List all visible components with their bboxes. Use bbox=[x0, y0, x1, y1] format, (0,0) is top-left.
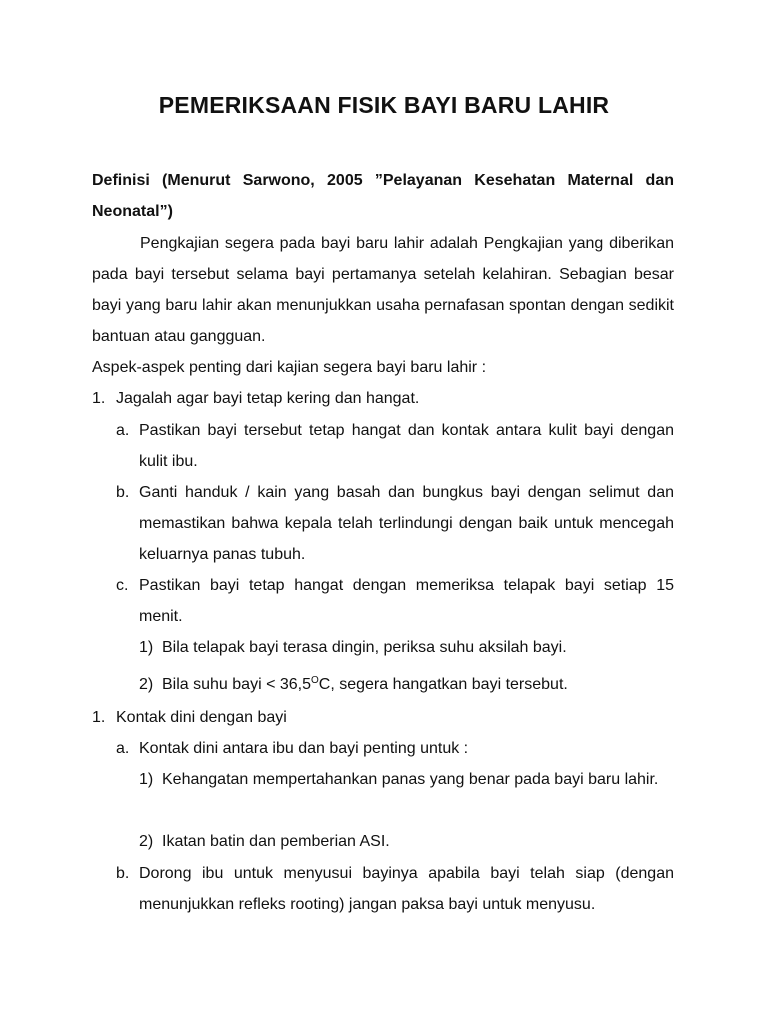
list-item-text: Jagalah agar bayi tetap kering dan hangat. bbox=[116, 390, 420, 407]
list-item-section-2 bbox=[92, 702, 674, 733]
degree-symbol: O bbox=[311, 675, 319, 686]
list-item-1b bbox=[116, 477, 674, 570]
temperature-text-after: C, segera hangatkan bayi tersebut. bbox=[318, 676, 568, 693]
list-item-1c-1 bbox=[139, 632, 674, 663]
list-marker: 1. bbox=[92, 709, 106, 726]
list-item-text: Kontak dini dengan bayi bbox=[116, 709, 287, 726]
document-title: PEMERIKSAAN FISIK BAYI BARU LAHIR bbox=[158, 92, 610, 118]
list-item-1a bbox=[116, 415, 674, 477]
temperature-text-before: Bila suhu bayi < 36,5 bbox=[162, 676, 311, 693]
list-item-text: Ikatan batin dan pemberian ASI. bbox=[162, 833, 390, 850]
list-marker: 1) bbox=[139, 639, 154, 656]
list-marker: a. bbox=[116, 422, 130, 439]
list-marker: 2) bbox=[139, 833, 154, 850]
list-marker: a. bbox=[116, 740, 130, 757]
list-marker: 2) bbox=[139, 676, 154, 693]
list-item-1c-2 bbox=[139, 669, 674, 700]
list-item-2a-1 bbox=[139, 764, 674, 795]
list-item-text: Dorong ibu untuk menyusui bayinya apabila bayi telah siap (dengan menunjukkan refleks rooting) jangan paksa bayi untuk menyusu. bbox=[139, 865, 674, 913]
list-item-1c bbox=[116, 570, 674, 632]
list-item-text: Ganti handuk / kain yang basah dan bungkus bayi dengan selimut dan memastikan bahwa kepala telah terlindungi dengan baik untuk mencegah keluarnya panas tubuh. bbox=[139, 484, 674, 563]
list-item-section-1 bbox=[92, 383, 674, 414]
list-item-2b bbox=[116, 858, 674, 920]
intro-last-line: Aspek-aspek penting dari kajian segera bayi baru lahir : bbox=[92, 359, 487, 376]
list-item-text: Kontak dini antara ibu dan bayi penting untuk : bbox=[139, 740, 469, 757]
list-item-text bbox=[162, 669, 674, 700]
list-marker: 1. bbox=[92, 390, 106, 407]
list-item-text: Pastikan bayi tetap hangat dengan memeriksa telapak bayi setiap 15 menit. bbox=[139, 577, 674, 625]
list-item-2a-2 bbox=[139, 826, 674, 857]
intro-paragraph-text: Pengkajian segera pada bayi baru lahir adalah Pengkajian yang diberikan pada bayi tersebut selama bayi pertamanya setelah kelahiran. Sebagian besar bayi yang baru lahir akan menunjukkan usaha pernafasan spontan dengan sedikit bantuan atau gangguan. bbox=[92, 235, 674, 345]
list-marker: 1) bbox=[139, 771, 154, 788]
intro-paragraph bbox=[92, 228, 674, 383]
list-marker: b. bbox=[116, 865, 130, 882]
list-item-text: Kehangatan mempertahankan panas yang benar pada bayi baru lahir. bbox=[162, 771, 659, 788]
list-item-2a bbox=[116, 733, 674, 764]
list-item-text: Bila telapak bayi terasa dingin, periksa suhu aksilah bayi. bbox=[162, 639, 567, 656]
list-marker: c. bbox=[116, 577, 129, 594]
list-item-text: Pastikan bayi tersebut tetap hangat dan kontak antara kulit bayi dengan kulit ibu. bbox=[139, 422, 674, 470]
definition-heading: Definisi (Menurut Sarwono, 2005 ”Pelayanan Kesehatan Maternal dan Neonatal”) bbox=[92, 172, 674, 220]
list-marker: b. bbox=[116, 484, 130, 501]
